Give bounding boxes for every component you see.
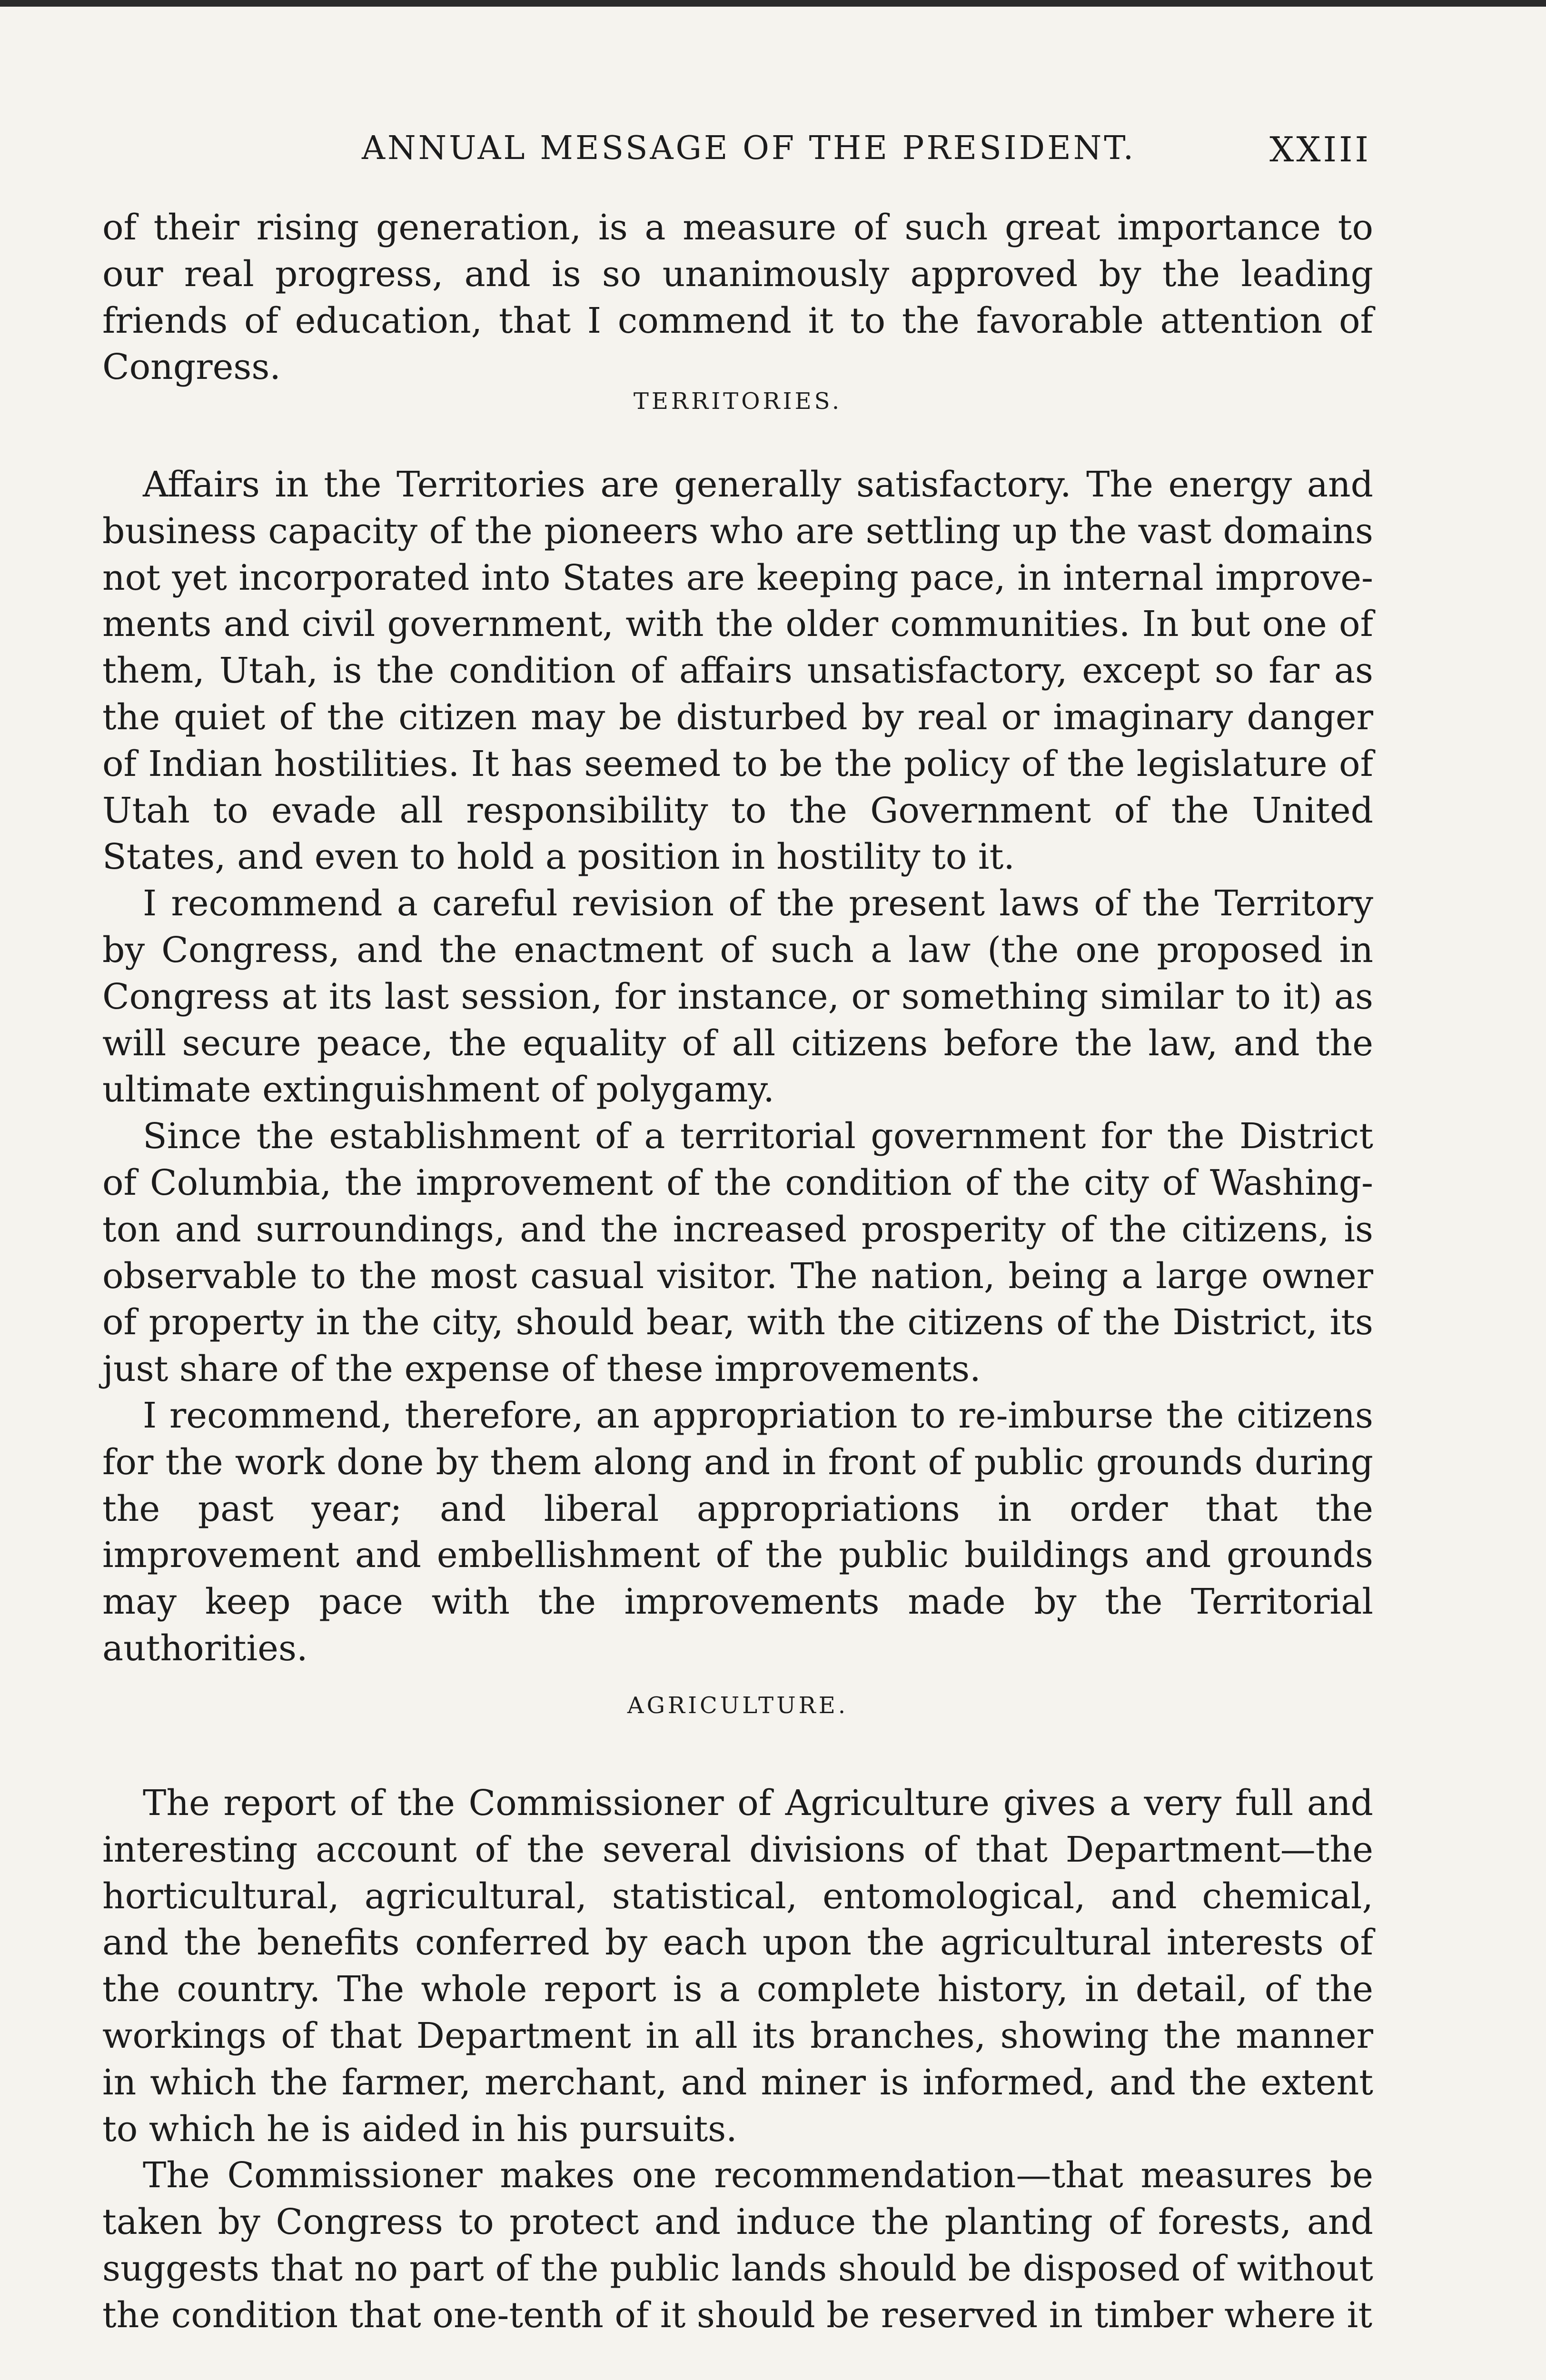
paragraph: Affairs in the Territories are generally satisfactory. The energy and business capacity of the pioneers who are settling up the vast domains not yet incorporated into States are keeping pace, in internal improvements and civil government, with the older communities. In but one of them, Utah, is the condition of affairs unsatisfactory, except so far as the quiet of the citizen may be disturbed by real or imaginary danger of Indian hostilities. It has seemed to be the policy of the legislature of Utah to evade all responsibility to the Government of the United States, and even to hold a position in hostility to it. — [102, 464, 1373, 878]
section-heading-agriculture: AGRICULTURE. — [627, 1692, 849, 1719]
intro-text — [102, 205, 1373, 391]
paragraph: The report of the Commissioner of Agriculture gives a very full and interesting account of the several divisions of that Department—the horticultural, agricultural, statistical, entomological, and chemical, and the benefits conferred by each upon the agricultural interests of the country. The whole report is a complete history, in detail, of the workings of that Department in all its branches, showing the manner in which the farmer, merchant, and miner is informed, and the extent to which he is aided in his pursuits. — [102, 1783, 1373, 2150]
top-border — [0, 0, 1546, 7]
paragraph: of their rising generation, is a measure of such great importance to our real progress, and is so unanimously approved by the leading friends of education, that I commend it to the favorable attention of Congress. — [102, 207, 1373, 388]
paragraph: I recommend, therefore, an appropriation to re-imburse the citizens for the work done by them along and in front of public grounds during the past year; and liberal appropriations in order that the improvement and embellishment of the public buildings and grounds may keep pace with the improvements made by the Territorial authorities. — [102, 1395, 1373, 1669]
agriculture-text — [102, 1780, 1373, 2339]
territories-text — [102, 462, 1373, 1672]
running-header — [362, 125, 1371, 177]
paragraph: Since the establishment of a territorial government for the District of Columbia, the improvement of the condition of the city of Washington and surroundings, and the increased prosperity of the citizens, is observable to the most casual visitor. The nation, being a large owner of property in the city, should bear, with the citizens of the District, its just share of the expense of these improvements. — [102, 1116, 1373, 1390]
page-number: XXIII — [1269, 129, 1371, 169]
paragraph: I recommend a careful revision of the present laws of the Territory by Congress, and the enactment of such a law (the one proposed in Congress at its last session, for instance, or something similar to it) as will secure peace, the equality of all citizens before the law, and the ultimate extinguishment of polygamy. — [102, 883, 1373, 1111]
section-heading-territories: TERRITORIES. — [633, 388, 842, 415]
running-title: ANNUAL MESSAGE OF THE PRESIDENT. — [362, 129, 1136, 167]
paragraph: The Commissioner makes one recommendation—that measures be taken by Congress to protect and induce the planting of forests, and suggests that no part of the public lands should be disposed of without the condition that one-tenth of it should be reserved in timber where it — [102, 2155, 1373, 2336]
